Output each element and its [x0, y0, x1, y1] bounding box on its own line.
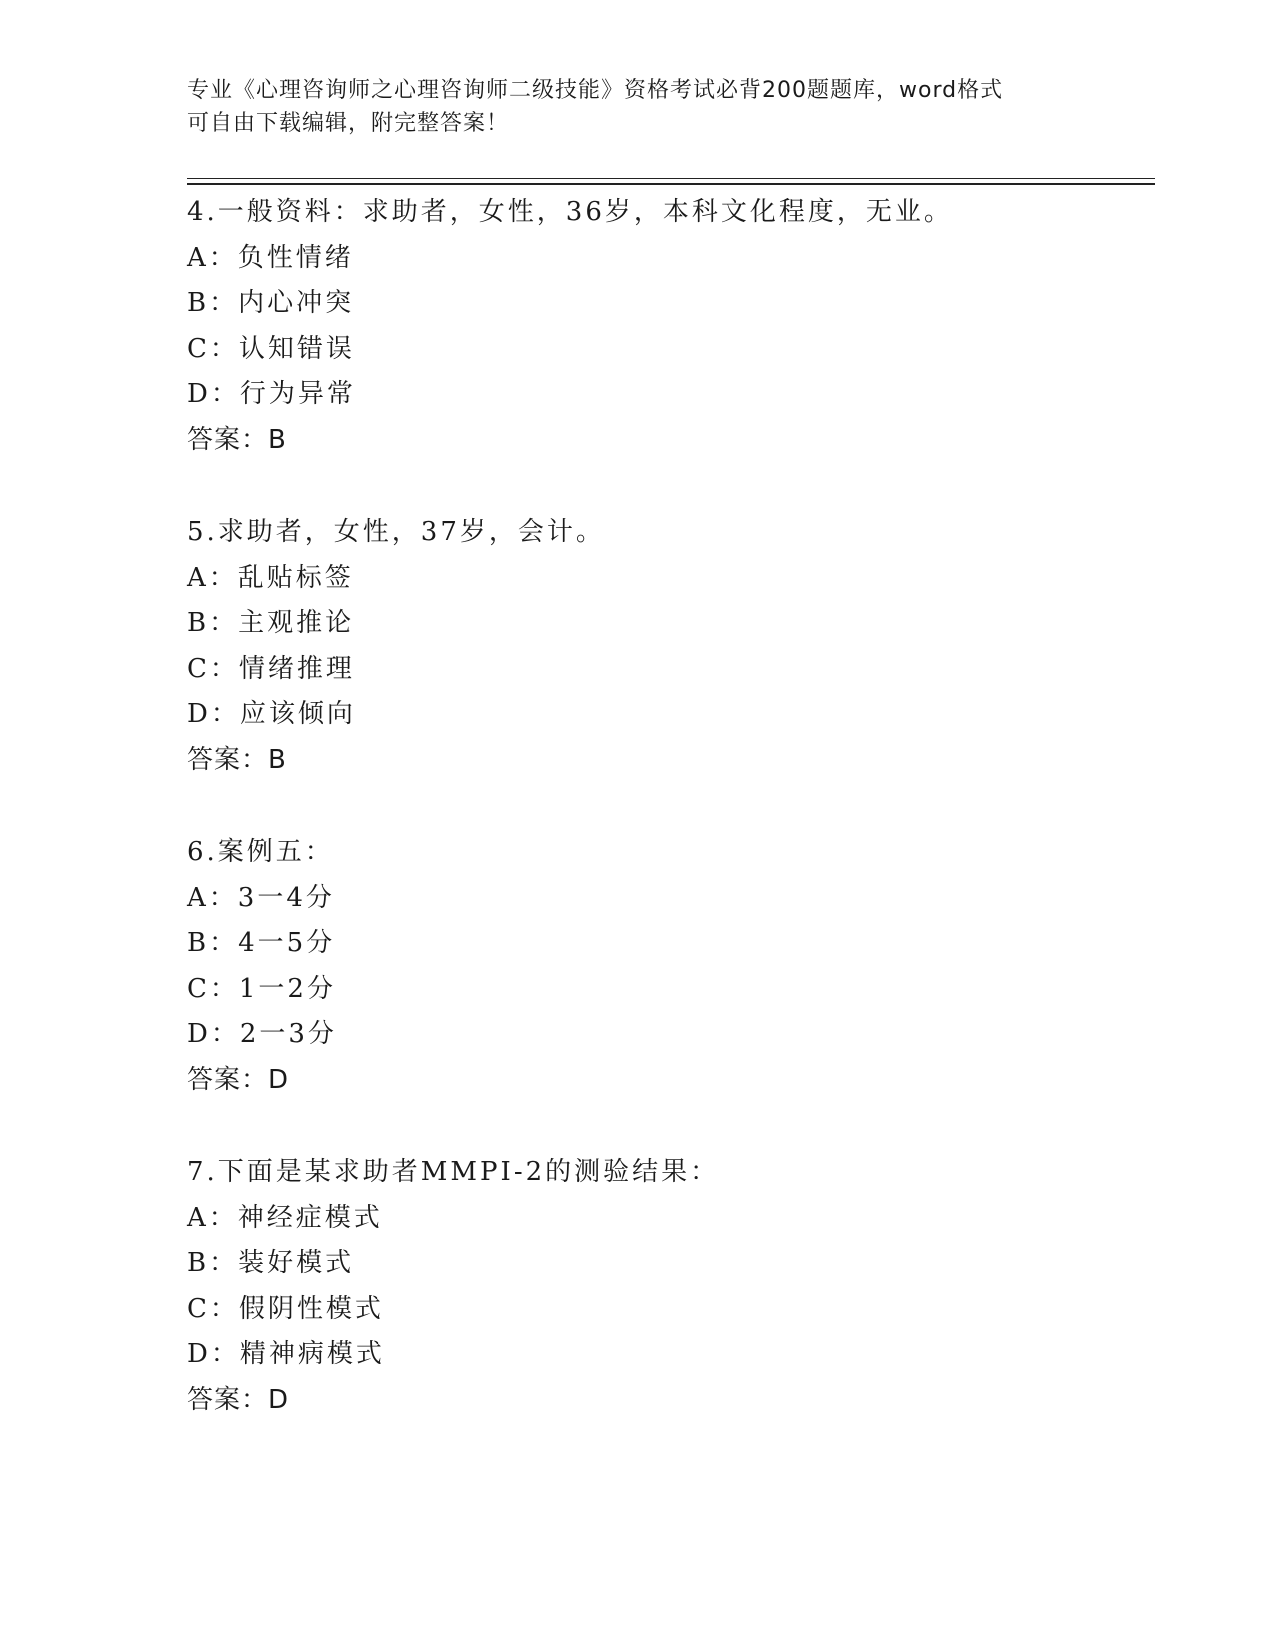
- option-b: B：4一5分: [187, 928, 336, 958]
- option-c: C：情绪推理: [187, 653, 355, 684]
- option-d: D：行为异常: [187, 379, 356, 409]
- option-a: A：负性情绪: [187, 242, 354, 273]
- header-divider-thin: [187, 178, 1155, 179]
- header-title-line-2: 可自由下载编辑，附完整答案！: [187, 111, 510, 136]
- question-item: [187, 510, 1157, 783]
- option-c: C：1一2分: [187, 973, 336, 1004]
- option-d: D：2一3分: [187, 1019, 337, 1049]
- option-c: C：认知错误: [187, 333, 355, 364]
- question-item: [187, 830, 1157, 1103]
- option-b: B：内心冲突: [187, 288, 355, 318]
- document-header: [187, 74, 1087, 140]
- question-item: [187, 1150, 1157, 1423]
- option-c: C：假阴性模式: [187, 1293, 384, 1324]
- answer-line: 答案：D: [187, 1064, 290, 1095]
- answer-line: 答案：D: [187, 1384, 290, 1415]
- question-item: [187, 190, 1157, 463]
- question-list: [187, 190, 1157, 1470]
- header-divider-thick: [187, 183, 1155, 185]
- answer-line: 答案：B: [187, 744, 287, 775]
- question-stem: 4.一般资料：求助者，女性，36岁，本科文化程度，无业。: [187, 197, 953, 227]
- option-a: A：乱贴标签: [187, 562, 354, 593]
- header-title-line-1: 专业《心理咨询师之心理咨询师二级技能》资格考试必背200题题库，word格式: [187, 78, 1004, 103]
- option-d: D：精神病模式: [187, 1339, 385, 1369]
- option-b: B：主观推论: [187, 608, 355, 638]
- option-a: A：神经症模式: [187, 1202, 383, 1233]
- question-stem: 7.下面是某求助者MMPI-2的测验结果：: [187, 1157, 720, 1187]
- answer-line: 答案：B: [187, 424, 287, 455]
- option-a: A：3一4分: [187, 882, 335, 913]
- option-d: D：应该倾向: [187, 699, 356, 729]
- option-b: B：装好模式: [187, 1248, 355, 1278]
- question-stem: 5.求助者，女性，37岁，会计。: [187, 517, 605, 547]
- question-stem: 6.案例五：: [187, 837, 334, 867]
